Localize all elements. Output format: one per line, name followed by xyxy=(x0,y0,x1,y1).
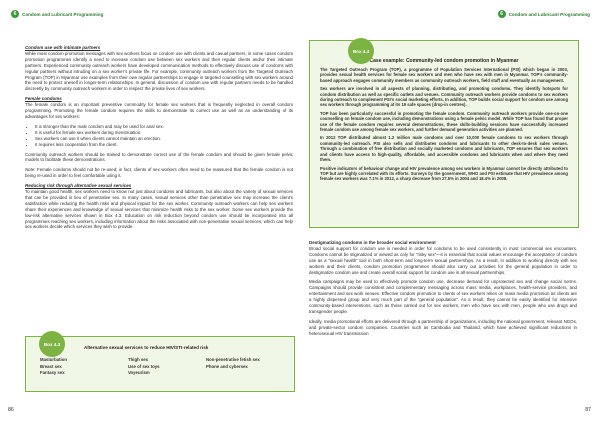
box-4-4 xyxy=(309,40,579,228)
box-paragraph: TOP has been particularly successful in promoting the female condom. Community outreach workers provide one-on-one counselling on female condom use, including demonstrations using a female pelvic model. While TOP has found that proper use of the female condom requires several demonstrations, these skills-building sessions have successfully increased female condom use among female sex workers, and further demand generation activities are planned. xyxy=(320,110,568,133)
chapter-number-badge: 6 xyxy=(498,10,506,18)
note-label: Note xyxy=(25,167,35,173)
list-item: • It is stronger than the male condom and may be used for anal sex. xyxy=(35,124,293,130)
section-heading-alternative-services: Reducing risk through alternative sexual services xyxy=(25,183,132,189)
right-page-column xyxy=(309,236,577,341)
list-item: • It is useful for female sex workers during menstruation. xyxy=(35,130,293,136)
box-4-3 xyxy=(25,336,295,392)
box-body xyxy=(310,67,578,182)
box-title: Case example: Community-led condom promotion in Myanmar xyxy=(369,58,519,64)
box-badge: Box 4.3 xyxy=(39,331,65,357)
service-item: Non-penetrative fetish sex xyxy=(206,357,260,362)
left-page-column xyxy=(25,41,293,234)
list-item: • Sex workers can use it when clients cannot maintain an erection. xyxy=(35,136,293,142)
box-badge: Box 4.4 xyxy=(348,38,374,64)
paragraph: Broad social support for condom use is needed in order for condoms to be used consistently in most commercial sex encounters. Condoms cannot be stigmatized or viewed as only for “risky sex”—it is essential that social values encourage the acceptance of condom use as a “sexual health” tool in both short-term and long-term sexual partnerships. As a result, in addition to working directly with sex workers and their clients, condom promotion programmes should also carry out activities for the general population in order to destigmatize condom use and create overall social support for condom use in all sexual partnerships. xyxy=(309,245,577,275)
service-item xyxy=(206,370,296,376)
paragraph: While most condom promotion messages with sex workers focus on condom use with clients and casual partners, in some cases condom promotion programmes identify a need to increase condom use between sex workers and their regular clients and/or their intimate partners. Experienced community outreach workers have developed communication methods to effectively discuss use of condoms with regular partners without intruding on a sex worker’s private life. For example, community outreach workers from the Targeted Outreach Program (TOP) in Myanmar use examples from their own regular partnerships to engage in targeted counselling with sex workers around the need to protect oneself in longer-term relationships. In general, discussion of condom use with regular partners needs to be handled discreetly by community outreach workers in order to respect the private lives of sex workers. xyxy=(25,50,293,92)
service-item: Voyeurism xyxy=(128,370,150,376)
right-page-number: 87 xyxy=(585,407,591,413)
box-paragraph: Positive indicators of behaviour change and HIV prevalence among sex workers in Myanmar cannot be directly attributed to TOP but are highly correlated with its efforts. Surveys by the government, WHO and PSI estimate that HIV prevalence among female sex workers was 7.1% in 2012, a sharp decrease from 27.5% in 2004 and 18.4% in 2008. xyxy=(320,165,568,182)
services-grid xyxy=(40,357,296,376)
service-item: Breast sex xyxy=(40,363,62,369)
box-title: Alternative sexual services to reduce HIV/STI-related risk xyxy=(84,345,209,350)
box-paragraph: In 2012 TOP distributed almost 1.2 million male condoms and over 10,000 female condoms to sex workers through community-led outreach. PSI also sells and distributes condoms and lubricants to other desk-to-desk sales venues. Through a combination of free distribution and socially marketed condoms and lubricants, TOP ensures that sex workers and clients have access to high-quality, affordable, and accessible condoms and lubricants when and where they need them. xyxy=(320,135,568,163)
advantages-list xyxy=(25,124,293,148)
service-item: Phone and cybersex xyxy=(206,363,248,369)
list-item: • It requires less cooperation from the client. xyxy=(35,142,293,148)
right-header-title: Condom and Lubricant Programming xyxy=(508,11,590,17)
paragraph: To maintain good health, sex workers need to know not just about condoms and lubricants, but also about the variety of sexual services that can be provided in lieu of penetrative sex. In many cases, sexual services other than penetrative sex may increase the client’s satisfaction while reducing the health risks and physical impact for the sex worker. Community outreach workers can help sex workers share their experiences and knowledge of sexual services that minimize health risks to the sex worker. Some sex workers provide the low-risk alternative services shown in Box 4.3. Education on risk reduction beyond condom use should be incorporated into all programmes reaching sex workers, including information about the risks associated with non-penetrative sexual services, which can help sex workers decide which services they wish to provide. xyxy=(25,189,293,230)
left-header-title: Condom and Lubricant Programming xyxy=(22,11,104,17)
service-item: Masturbation xyxy=(40,357,67,362)
paragraph: Community outreach workers should be trained to demonstrate correct use of the female condom and should be given female pelvic models to facilitate these demonstrations. xyxy=(25,151,293,163)
note-paragraph xyxy=(25,167,293,179)
service-item: Fantasy sex xyxy=(40,370,65,376)
paragraph: The female condom is an important preventive commodity for female sex workers that is frequently neglected in overall condom programming. Promoting the female condom requires the skills to demonstrate its correct use as well as an understanding of its advantages for sex workers: xyxy=(25,102,293,119)
service-item: Use of sex toys xyxy=(128,363,160,369)
note-text: : Female condoms should not be re-used; in fact, clients of sex workers often need to be reassured that the female condom is not being re-used in order to feel comfortable using it. xyxy=(25,167,293,179)
paragraph: Ideally, media promotional efforts are delivered through a partnership of organizations, including the national government, relevant NGOs, and private-sector condom companies. Countries such as Cambodia and Thailand, which have achieved significant reductions in heterosexual HIV transmission xyxy=(309,318,577,336)
left-running-header xyxy=(8,10,103,18)
paragraph: Media campaigns may be used to effectively promote condom use, decrease demand for unprotected sex and change social norms. Campaigns should provide consistent and complementary messaging across mass media, workplaces, health-service providers, and entertainment and sex work venues. Effective condom promotion to clients of sex workers relies on mass media promotion as clients are a highly dispersed group and very much part of the “general population”. As a result, they cannot be easily identified for intensive community-based interventions, such as those carried out for sex workers, men who have sex with men, people who use drugs and transgender people. xyxy=(309,279,577,314)
section-heading-destigmatizing: Destigmatizing condoms in the broader social environment xyxy=(309,240,436,245)
right-running-header xyxy=(495,10,590,18)
left-page-number: 86 xyxy=(8,407,14,413)
box-paragraph: The Targeted Outreach Program (TOP), a programme of Population Services International (PSI) which began in 2003, provides sexual health services for female sex workers and men who have sex with men in Myanmar. TOP’s community-based approach engages community members as community outreach workers, field staff and eventually as management. xyxy=(320,67,568,83)
box-paragraph: Sex workers are involved in all aspects of planning, distributing, and promoting condoms. They identify hotspots for condom distribution as well as specific outlets and venues. Community outreach workers provide condoms to sex workers during outreach to complement PSI’s social marketing efforts. In addition, TOP builds social support for condom use among sex workers through programming at its 19 safe spaces (drop-in centres). xyxy=(320,86,568,108)
chapter-number-badge: 6 xyxy=(11,10,19,18)
section-heading-intimate-partners: Condom use with intimate partners xyxy=(25,45,101,50)
service-item: Thigh sex xyxy=(128,357,149,362)
section-heading-female-condoms: Female condoms xyxy=(25,96,62,102)
